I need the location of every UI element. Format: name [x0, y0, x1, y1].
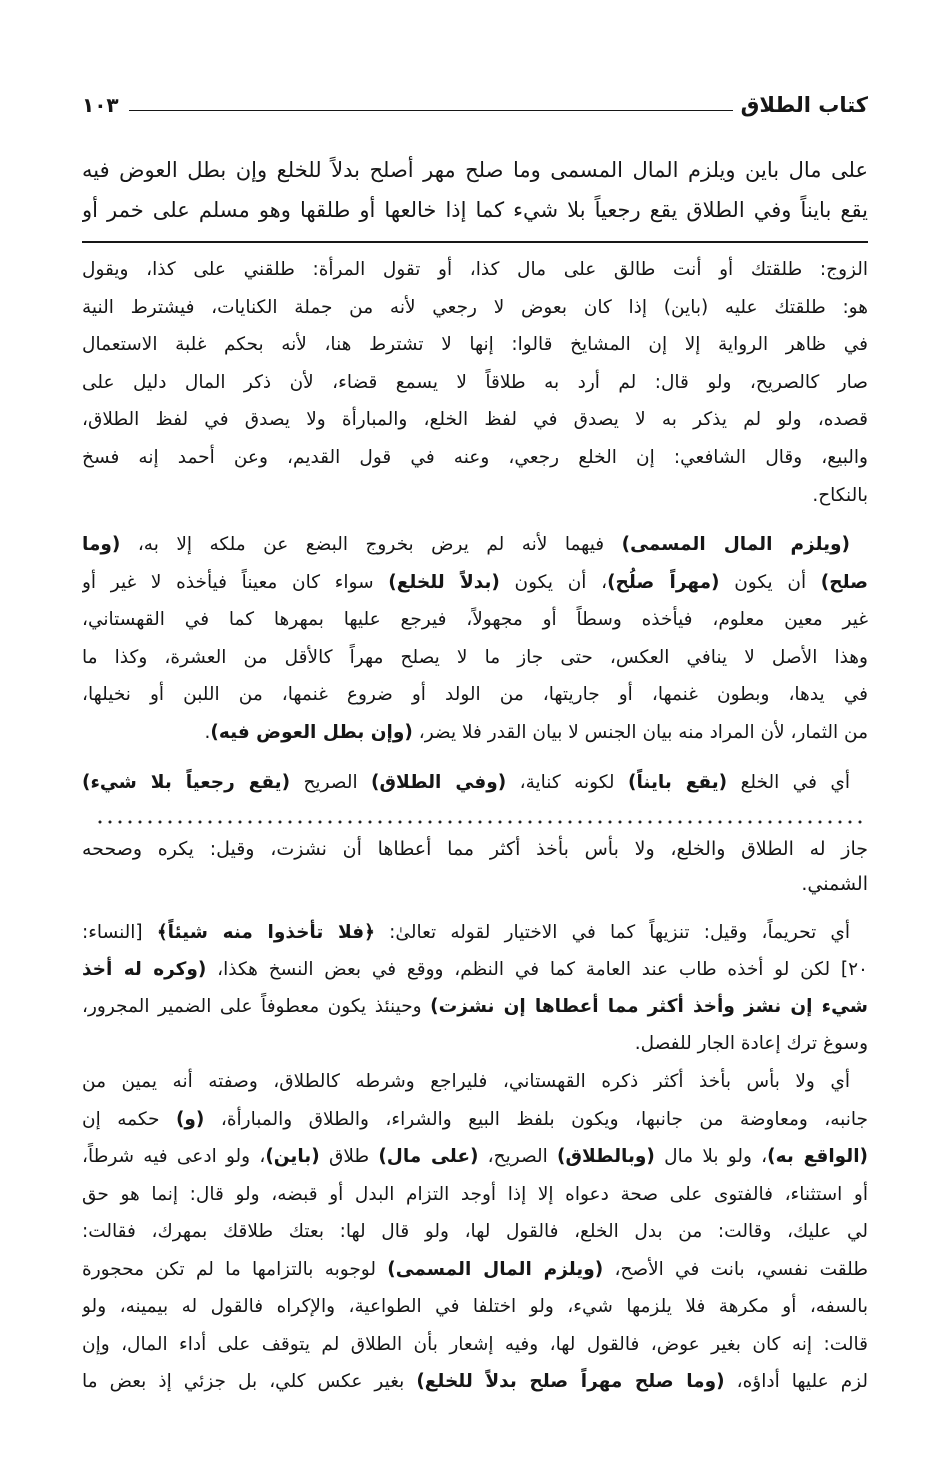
text-line	[82, 832, 868, 867]
text-run: ٢٠] لكن لو أخذه طاب عند العامة كما في النظم، ووقع في بعض النسخ هكذا،	[206, 959, 868, 980]
text-line	[82, 914, 868, 951]
bold-term: (الواقع به)	[767, 1146, 868, 1167]
bold-term: (ويلزم المال المسمى)	[387, 1258, 604, 1280]
text-run: ، ولو ادعى فيه شرطاً،	[82, 1146, 266, 1167]
bold-term: (وما صلح مهراً صلح بدلاً للخلع)	[416, 1371, 725, 1392]
text-run: سواء كان معيناً فيأخذه لا غير أو	[82, 571, 389, 593]
text-run: هو: طلقتك عليه (باين) إذا كان بعوض لا رجعي لأنه من جملة الكنايات، فيشترط النية	[82, 296, 868, 318]
text-line	[82, 439, 868, 477]
text-run: لزم عليها أداؤه،	[724, 1371, 868, 1392]
text-run: الصريح،	[478, 1146, 558, 1167]
bold-term: شيء إن نشز وأخذ أكثر مما أعطاها إن نشزت)	[430, 996, 868, 1017]
text-line	[82, 714, 868, 752]
text-line	[82, 190, 868, 230]
commentary-paragraph-5	[82, 1063, 868, 1401]
text-run: أي ولا بأس بأخذ أكثر ذكره القهستاني، فليراجع وشرطه كالطلاق، وصفته أنه يمين من	[82, 1071, 850, 1092]
commentary-paragraph-2	[82, 526, 868, 751]
text-line	[82, 1138, 868, 1176]
text-run: أن يكون	[719, 571, 821, 593]
text-run: .	[204, 721, 211, 743]
bold-term: (وكره له أخذ	[82, 959, 207, 980]
text-line	[82, 1213, 868, 1251]
text-run: من الثمار، لأن المراد منه بيان الجنس لا بيان القدر فلا يضر،	[412, 721, 868, 743]
text-line	[82, 951, 868, 988]
text-run: [النساء:	[82, 922, 157, 943]
text-run: الشمني.	[801, 873, 868, 895]
text-line	[82, 1326, 868, 1364]
text-line	[82, 867, 868, 902]
running-title: كتاب الطلاق	[740, 93, 868, 117]
text-run: بالنكاح.	[812, 484, 868, 506]
text-run: غير معين معلوم، فيأخذه وسطاً أو مجهولاً، فيرجع عليها بمهرها كما في القهستاني،	[82, 609, 868, 630]
text-run: الصريح	[290, 772, 372, 793]
text-line	[82, 289, 868, 327]
text-line	[82, 251, 868, 289]
text-run: على مال باين ويلزم المال المسمى وما صلح مهر أصلح بدلاً للخلع وإن بطل العوض فيه	[82, 158, 868, 182]
text-line	[82, 1288, 868, 1326]
text-run: قصده، ولو لم يذكر به لا يصدق في لفظ الخلع، والمبارأة ولا يصدق في لفظ الطلاق،	[82, 409, 868, 431]
text-run: حكمه إن	[82, 1108, 176, 1130]
text-run: ، ولو بلا مال	[654, 1146, 768, 1167]
page-number: ١٠٣	[82, 93, 119, 117]
bold-term: (وفي الطلاق)	[371, 772, 507, 793]
bold-term: (على مال)	[378, 1146, 479, 1167]
text-line	[82, 988, 868, 1025]
text-line	[82, 1251, 868, 1289]
text-line	[82, 564, 868, 602]
text-line	[82, 150, 868, 190]
bold-term: (وبالطلاق)	[557, 1146, 655, 1167]
text-run: فيهما لأنه لم يرض بخروج البضع عن ملكه إلا به،	[120, 534, 622, 555]
text-line	[82, 326, 868, 364]
text-run: ، أن يكون	[499, 571, 608, 593]
matn-text-top	[82, 150, 868, 230]
header-rule	[129, 110, 733, 111]
commentary-paragraph-1	[82, 251, 868, 514]
bold-term: (وما	[82, 534, 121, 555]
text-line	[82, 1025, 868, 1062]
bold-term: صلح)	[820, 571, 868, 593]
text-run: أي في الخلع	[727, 772, 850, 793]
bold-term: ﴿فلا تأخذوا منه شيئاً﴾	[156, 922, 376, 943]
bold-term: (مهراً صلُح)	[607, 571, 720, 593]
text-run: أو استثناء، فالفتوى على صحة دعواه إلا إذا أوجد التزام البدل أو قبضه، ولو قال: إنما هو حق	[82, 1183, 868, 1205]
bold-term: (ويلزم المال المسمى)	[621, 534, 850, 555]
text-run: وسوغ ترك إعادة الجار للفصل.	[634, 1033, 868, 1054]
text-line	[82, 601, 868, 639]
text-run: جانبه، ومعاوضة من جانبها، ويكون بلفظ البيع والشراء، والطلاق والمبارأة،	[204, 1108, 868, 1130]
bold-term: (وإن بطل العوض فيه)	[210, 721, 413, 743]
matn-separator-rule	[82, 241, 868, 243]
text-run: جاز له الطلاق والخلع، ولا بأس بأخذ أكثر مما أعطاها أن نشزت، وقيل: يكره وصححه	[82, 838, 868, 860]
commentary-paragraph-4	[82, 914, 868, 1062]
text-run: قالت: إنه كان بغير عوض، فالقول لها، وفيه إشعار بأن الطلاق لم يتوقف على أداء المال، وإن	[82, 1333, 868, 1355]
text-run: في ظاهر الرواية إلا إن المشايخ قالوا: إنها لا تشترط هنا، لأنه بحكم غلبة الاستعمال	[82, 334, 868, 356]
bold-term: (بدلاً للخلع)	[388, 571, 500, 593]
bold-term: (و)	[175, 1108, 205, 1130]
text-run: صار كالصريح، ولو قال: لم أرد به طلاقاً لا يسمع قضاء، لأن ذكر المال دليل على	[82, 371, 868, 393]
text-line	[82, 364, 868, 402]
text-run: وهذا الأصل لا ينافي العكس، حتى جاز ما لا يصلح مهراً كالأقل من العشرة، وكذا ما	[82, 646, 868, 668]
text-run: والبيع، وقال الشافعي: إن الخلع رجعي، وعنه في قول القديم، وعن أحمد إنه فسخ	[82, 446, 868, 468]
text-run: أي تحريماً، وقيل: تنزيهاً كما في الاختيار لقوله تعالىٰ:	[375, 922, 850, 943]
text-line	[82, 1063, 868, 1101]
text-run: في يدها، وبطون غنمها، أو جاريتها، من الولد أو ضروع غنمها، من اللبن أو نخيلها،	[82, 684, 868, 705]
bold-term: (يقع رجعياً بلا شيء)	[82, 772, 291, 793]
text-line	[82, 401, 868, 439]
text-line	[82, 1101, 868, 1139]
dotted-separator	[95, 820, 867, 824]
text-line	[82, 1363, 868, 1401]
text-line	[82, 477, 868, 515]
bold-term: (يقع بايناً)	[628, 772, 728, 793]
matn-text-continued	[82, 832, 868, 902]
commentary-paragraph-3	[82, 764, 868, 802]
text-run: لوجوبه بالتزامها ما لم تكن محجورة	[82, 1258, 388, 1280]
text-run: لكونه كناية،	[506, 772, 628, 793]
text-run: بغير عكس كلي، بل جزئي إذ بعض ما	[82, 1371, 417, 1392]
text-run: يقع بايناً وفي الطلاق يقع رجعياً بلا شيء كما إذا خالعها أو طلقها وهو مسلم على خمر أو	[82, 198, 868, 222]
text-run: طلقت نفسي، بانت في الأصح،	[603, 1258, 868, 1280]
bold-term: (باين)	[265, 1146, 320, 1167]
text-run: وحينئذ يكون معطوفاً على الضمير المجرور،	[82, 996, 431, 1017]
text-line	[82, 639, 868, 677]
running-header	[82, 86, 868, 118]
text-run: طلاق	[319, 1146, 379, 1167]
text-line	[82, 676, 868, 714]
text-run: بالسفه، أو مكرهة فلا يلزمها شيء، ولو اختلفا في الطواعية، والإكراه فالقول له بيمينه، ولو	[82, 1296, 868, 1317]
text-line	[82, 526, 868, 564]
text-line	[82, 764, 868, 802]
text-line	[82, 1176, 868, 1214]
text-run: الزوج: طلقتك أو أنت طالق على مال كذا، أو تقول المرأة: طلقني على كذا، ويقول	[82, 259, 868, 280]
text-run: لي عليك، وقالت: من بدل الخلع، فالقول لها، ولو قال لها: بعتك طلاقك بمهرك، فقالت:	[82, 1221, 868, 1242]
